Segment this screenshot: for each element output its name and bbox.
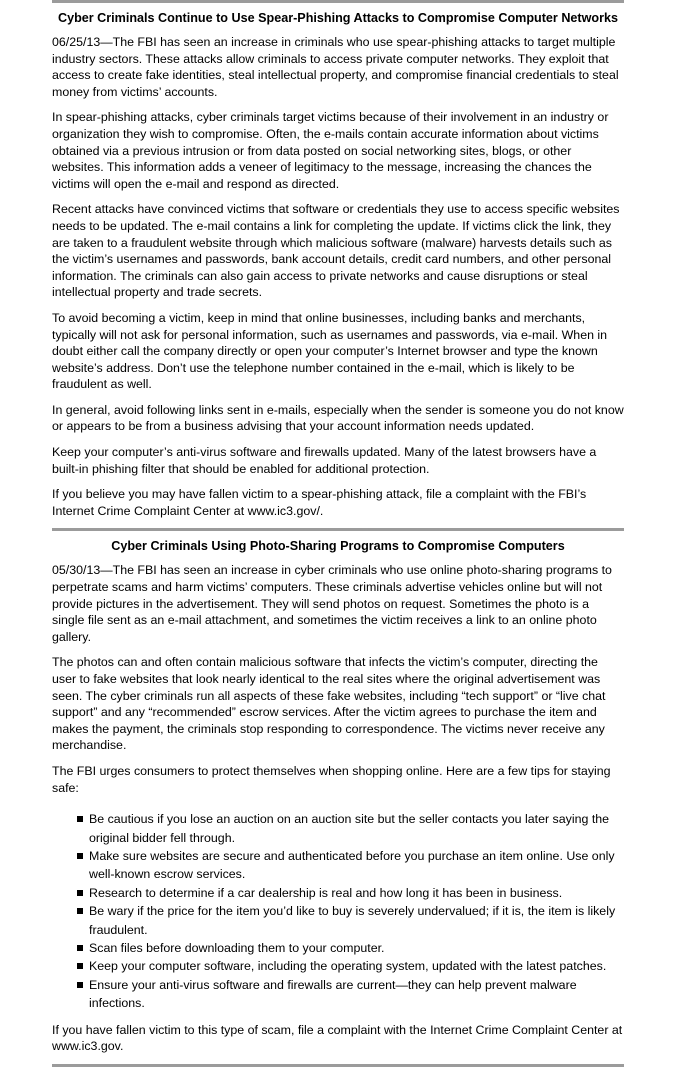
square-bullet-icon [77, 853, 83, 859]
article-paragraph: To avoid becoming a victim, keep in mind that online businesses, including banks and merchants, typically will not ask for personal information, such as usernames and passwords, via e-mail. When in doubt either call the company directly or open your computer’s Internet browser and type the known website’s address. Don’t use the telephone number contained in the e-mail, which is likely to be fraudulent as well. [52, 310, 608, 392]
square-bullet-icon [77, 908, 83, 914]
article-paragraph: If you believe you may have fallen victim to a spear-phishing attack, file a complaint with the FBI’s Internet Crime Complaint Center at www.ic3.gov/. [52, 487, 587, 518]
square-bullet-icon [77, 945, 83, 951]
list-item [89, 847, 624, 884]
list-item [89, 884, 624, 902]
article-photo-sharing [52, 538, 624, 1054]
section-divider [52, 1064, 624, 1067]
square-bullet-icon [77, 890, 83, 896]
list-item-text: Be wary if the price for the item you’d like to buy is severely undervalued; if it is, the item is likely fraudulent. [89, 904, 616, 937]
list-item-text: Be cautious if you lose an auction on an auction site but the seller contacts you later saying the original bidder fell through. [89, 812, 610, 845]
square-bullet-icon [77, 963, 83, 969]
article-paragraph: The photos can and often contain malicious software that infects the victim’s computer, directing the user to fake websites that look nearly identical to the real sites where the original advertisement was seen. The cyber criminals run all aspects of these fake websites, including “tech support” or “live chat support” and any “recommended” escrow services. After the victim agrees to purchase the item and makes the payment, the criminals stop responding to correspondence. The victims never receive any merchandise. [52, 655, 606, 753]
section-divider [52, 528, 624, 531]
article-title: Cyber Criminals Using Photo-Sharing Programs to Compromise Computers [111, 539, 565, 554]
article-paragraph: 06/25/13—The FBI has seen an increase in criminals who use spear-phishing attacks to target multiple industry sectors. These attacks allow criminals to access private computer networks. They exploit that access to create fake identities, steal intellectual property, and compromise financial credentials to steal money from victims’ accounts. [52, 35, 619, 99]
article-title: Cyber Criminals Continue to Use Spear-Phishing Attacks to Compromise Computer Networks [57, 11, 619, 25]
square-bullet-icon [77, 982, 83, 988]
list-item [89, 939, 624, 957]
article-paragraph: The FBI urges consumers to protect themselves when shopping online. Here are a few tips for staying safe: [52, 763, 611, 795]
list-item [89, 810, 624, 847]
list-item [89, 902, 624, 939]
list-item-text: Scan files before downloading them to your computer. [89, 941, 385, 955]
list-item [89, 976, 624, 1013]
document-page [52, 0, 624, 1067]
safety-tips-list [52, 810, 624, 1012]
list-item [89, 957, 624, 975]
article-closing: If you have fallen victim to this type of scam, file a complaint with the Internet Crime Complaint Center at www.ic3.gov. [52, 1022, 623, 1054]
square-bullet-icon [77, 816, 83, 822]
article-paragraph: In spear-phishing attacks, cyber criminals target victims because of their involvement in an industry or organization they wish to compromise. Often, the e-mails contain accurate information about victims obtained via a previous intrusion or from data posted on social networking sites, blogs, or other websites. This information adds a veneer of legitimacy to the message, increasing the chances the victims will open the e-mail and respond as directed. [52, 110, 609, 191]
section-divider [52, 0, 624, 3]
article-paragraph: Keep your computer’s anti-virus software and firewalls updated. Many of the latest browsers have a built-in phishing filter that should be enabled for additional protection. [52, 445, 597, 476]
list-item-text: Make sure websites are secure and authenticated before you purchase an item online. Use only well-known escrow services. [89, 848, 615, 882]
article-paragraph: In general, avoid following links sent in e-mails, especially when the sender is someone you do not know or appears to be from a business advising that your account information needs updated. [52, 402, 624, 434]
list-item-text: Research to determine if a car dealership is real and how long it has been in business. [89, 885, 563, 900]
article-paragraph: 05/30/13—The FBI has seen an increase in cyber criminals who use online photo-sharing programs to perpetrate scams and harm victims’ computers. These criminals advertise vehicles online but will not provide pictures in the advertisement. They will send photos on request. Sometimes the photo is a single file sent as an e-mail attachment, and sometimes the victim receives a link to an online photo gallery. [52, 563, 612, 644]
article-spear-phishing [52, 10, 624, 519]
list-item-text: Keep your computer software, including the operating system, updated with the latest patches. [89, 959, 607, 974]
list-item-text: Ensure your anti-virus software and firewalls are current—they can help prevent malware infections. [89, 977, 577, 1011]
article-paragraph: Recent attacks have convinced victims that software or credentials they use to access specific websites needs to be updated. The e-mail contains a link for completing the update. If victims click the link, they are taken to a fraudulent website through which malicious software (malware) harvests details such as the victim’s usernames and passwords, bank account details, credit card numbers, and other personal information. The criminals can also gain access to private networks and cause disruptions or steal intellectual property and trade secrets. [52, 202, 620, 300]
